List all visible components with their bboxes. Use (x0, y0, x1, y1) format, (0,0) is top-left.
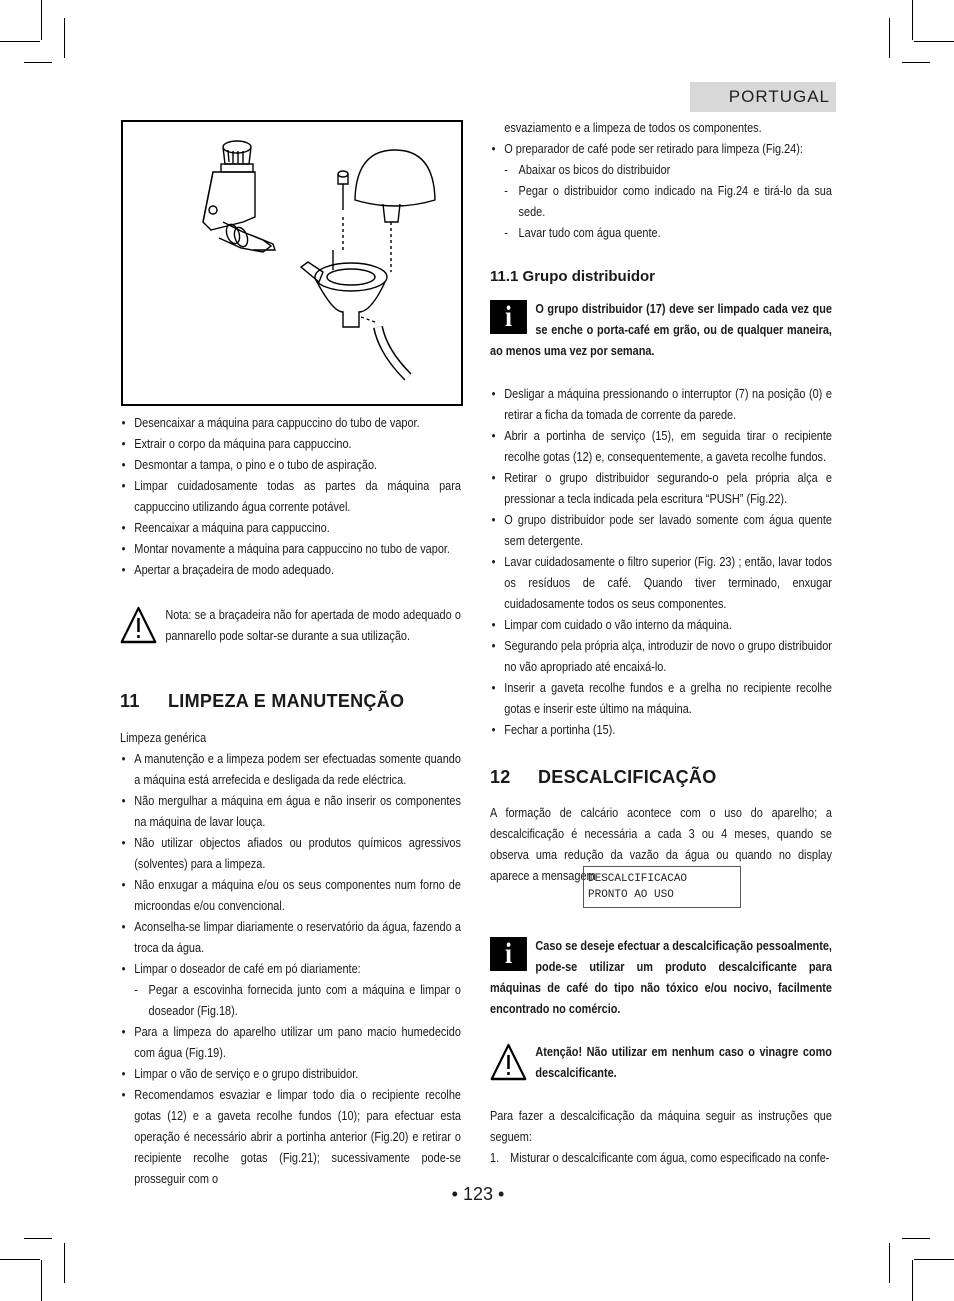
list-item: • Desmontar a tampa, o pino e o tubo de aspiração. (120, 454, 461, 475)
section-number: 11 (120, 691, 140, 711)
list-item: • Inserir a gaveta recolhe fundos e a grelha no recipiente recolhe gotas e inserir este último na máquina. (490, 677, 832, 719)
warning-note-block (120, 604, 464, 646)
list-steps (490, 1147, 832, 1168)
warning-note-2-block (490, 1041, 835, 1083)
list-item: • Recomendamos esvaziar e limpar todo dia o recipiente recolhe gotas (12) e a gaveta recolhe fundos (10); para efectuar esta operação é necessário abrir a portinha anterior (Fig.20) e retirar o recipiente recolhe gotas (Fig.21); sucessivamente pode-se prosseguir com o (120, 1084, 461, 1189)
info-note-2-block (490, 935, 835, 1019)
section-number: 12 (490, 767, 511, 787)
list-item: • Montar novamente a máquina para cappuccino no tubo de vapor. (120, 538, 461, 559)
cappuccino-device-illustration (123, 122, 461, 404)
list-general-cleaning (120, 748, 461, 1189)
subheading-general-cleaning: Limpeza genérica (120, 730, 207, 745)
crop-mark (41, 1260, 42, 1301)
display-message (583, 866, 741, 908)
info-note (490, 935, 832, 1019)
warning-triangle-icon (490, 1043, 532, 1079)
info-note (490, 298, 832, 361)
list-item: • Limpar com cuidado o vão interno da máquina. (490, 614, 832, 635)
crop-mark (64, 18, 65, 58)
right-column-top (490, 117, 835, 243)
descaling-instructions-block (490, 1105, 835, 1168)
group-cleaning-list-block (490, 383, 835, 740)
crop-mark (912, 1260, 913, 1301)
list-item: • Segurando pela própria alça, introduzir de novo o grupo distribuidor no vão apropriado até encaixá-lo. (490, 635, 832, 677)
warning-note-text: Nota: se a braçadeira não for apertada de modo adequado o pannarello pode soltar-se durante a sua utilização. (165, 607, 461, 643)
display-line-1: DESCALCIFICACAO (588, 873, 688, 885)
section-11-body (120, 727, 464, 1189)
warning-note (490, 1041, 832, 1083)
list-item: • Limpar o doseador de café em pó diariamente: (120, 958, 461, 979)
list-item: • Desligar a máquina pressionando o interruptor (7) na posição (0) e retirar a ficha da tomada de corrente da parede. (490, 383, 832, 425)
list-subitem: - Pegar a escovinha fornecida junto com a máquina e limpar o doseador (Fig.18). (120, 979, 461, 1021)
crop-mark (0, 41, 40, 42)
list-item: • Reencaixar a máquina para cappuccino. (120, 517, 461, 538)
list-subitem: - Pegar o distribuidor como indicado na Fig.24 e tirá-lo da sua sede. (490, 180, 832, 222)
crop-mark (912, 0, 913, 40)
crop-mark (24, 62, 52, 63)
warning-note-text: Atenção! Não utilizar em nenhum caso o vinagre como descalcificante. (535, 1044, 832, 1080)
page-number: • 123 • (451, 1184, 505, 1204)
language-tab: PORTUGAL (690, 82, 836, 112)
crop-mark (914, 41, 954, 42)
step-text: Misturar o descalcificante com água, como especificado na confe- (510, 1150, 830, 1165)
info-note-text: O grupo distribuidor (17) deve ser limpado cada vez que se enche o porta-café em grão, ou de qualquer maneira, ao menos uma vez por semana. (490, 301, 832, 358)
list-item: • Extrair o corpo da máquina para cappuccino. (120, 433, 461, 454)
list-item-continuation: esvaziamento e a limpeza de todos os componentes. (504, 120, 762, 135)
warning-note (120, 604, 461, 646)
list-group-cleaning (490, 383, 832, 740)
crop-mark (64, 1243, 65, 1283)
crop-mark (914, 1259, 954, 1260)
info-icon: i (490, 300, 532, 336)
list-item: • Não enxugar a máquina e/ou os seus componentes num forno de microondas e/ou convencional. (120, 874, 461, 916)
crop-mark (902, 62, 930, 63)
list-item: • Apertar a braçadeira de modo adequado. (120, 559, 461, 580)
warning-triangle-icon (120, 606, 162, 642)
crop-mark (902, 1238, 930, 1239)
list-item: • Aconselha-se limpar diariamente o reservatório da água, fazendo a troca da água. (120, 916, 461, 958)
section-title: DESCALCIFICAÇÃO (538, 767, 717, 787)
list-continuation (490, 117, 832, 243)
list-disassembly (120, 412, 461, 580)
section-title: LIMPEZA E MANUTENÇÃO (168, 691, 405, 711)
list-item: • O grupo distribuidor pode ser lavado somente com água quente sem detergente. (490, 509, 832, 551)
display-line-2: PRONTO AO USO (588, 889, 674, 901)
list-item: • Lavar cuidadosamente o filtro superior (Fig. 23) ; então, lavar todos os resíduos de café. Quando tiver terminado, enxugar cuidadosamente todos os seus componentes. (490, 551, 832, 614)
list-item: • Não mergulhar a máquina em água e não inserir os componentes na máquina de lavar louça. (120, 790, 461, 832)
list-subitem: - Abaixar os bicos do distribuidor (490, 159, 832, 180)
list-item: • Limpar o vão de serviço e o grupo distribuidor. (120, 1063, 461, 1084)
section-11-heading (120, 691, 404, 712)
list-item: • O preparador de café pode ser retirado para limpeza (Fig.24): (490, 138, 832, 159)
section-11-1-heading: 11.1 Grupo distribuidor (490, 268, 656, 285)
info-icon: i (490, 937, 532, 973)
crop-mark (24, 1238, 52, 1239)
list-item: • Não utilizar objectos afiados ou produtos químicos agressivos (solventes) para a limpeza. (120, 832, 461, 874)
info-note-text: Caso se deseje efectuar a descalcificação pessoalmente, pode-se utilizar um produto descalcificante para máquinas de café do tipo não tóxico e/ou nocivo, facilmente encontrado no comércio. (490, 938, 832, 1016)
section-12-intro: A formação de calcário acontece com o uso do aparelho; a descalcificação é necessária a cada 3 ou 4 meses, quando se observa uma redução da vazão da água ou quando no display aparece a mensagem (490, 805, 832, 883)
figure-cappuccino-parts (121, 120, 463, 406)
left-column (120, 412, 464, 580)
list-item: • A manutenção e a limpeza podem ser efectuadas somente quando a máquina está arrefecida e desligada da rede eléctrica. (120, 748, 461, 790)
info-note-1-block (490, 298, 835, 361)
list-item: • Fechar a portinha (15). (490, 719, 832, 740)
list-item: • Desencaixar a máquina para cappuccino do tubo de vapor. (120, 412, 461, 433)
list-item: • Abrir a portinha de serviço (15), em seguida tirar o recipiente recolhe gotas (12) e, consequentemente, a gaveta recolhe fundos. (490, 425, 832, 467)
step-number: 1. (490, 1150, 500, 1165)
crop-mark (889, 18, 890, 58)
crop-mark (0, 1259, 40, 1260)
list-item: • Para a limpeza do aparelho utilizar um pano macio humedecido com água (Fig.19). (120, 1021, 461, 1063)
section-12-heading (490, 767, 717, 788)
list-item: • Limpar cuidadosamente todas as partes da máquina para cappuccino utilizando água corrente potável. (120, 475, 461, 517)
crop-mark (889, 1243, 890, 1283)
list-item: • Retirar o grupo distribuidor segurando-o pela própria alça e pressionar a tecla indicada pela escritura “PUSH” (Fig.22). (490, 467, 832, 509)
list-step (490, 1147, 832, 1168)
list-subitem: - Lavar tudo com água quente. (490, 222, 832, 243)
crop-mark (41, 0, 42, 40)
instructions-intro: Para fazer a descalcificação da máquina seguir as instruções que seguem: (490, 1108, 832, 1144)
